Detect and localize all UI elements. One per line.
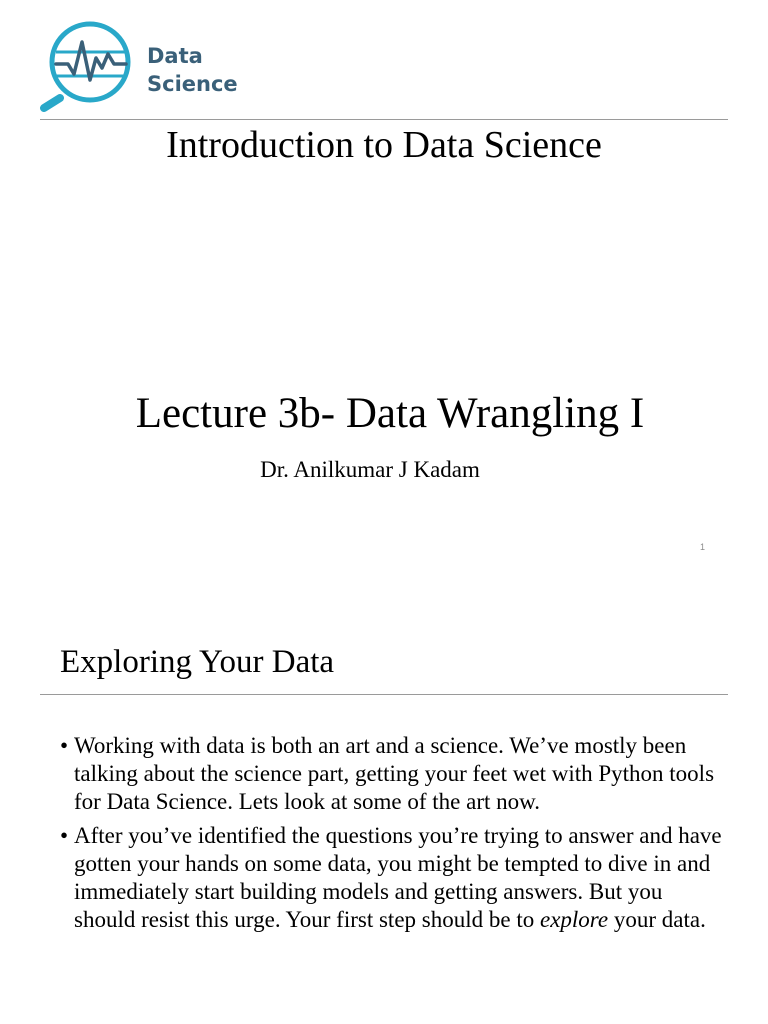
author-name: Dr. Anilkumar J Kadam [260, 457, 480, 482]
logo-line-2: Science [147, 72, 238, 96]
section-title: Exploring Your Data [60, 644, 335, 680]
bullet-text-end: your data. [608, 907, 706, 932]
magnifier-heartbeat-icon [38, 18, 138, 112]
header-divider [40, 119, 728, 120]
logo-line-1: Data [147, 44, 203, 68]
section-divider [40, 694, 728, 695]
page-number: 1 [700, 542, 706, 552]
bullet-list [60, 732, 728, 940]
bullet-text: Working with data is both an art and a science. We’ve mostly been talking about the science part, getting your feet wet with Python tools for Data Science. Lets look at some of the art now. [74, 733, 715, 814]
bullet-marker: • [60, 733, 69, 758]
bullet-text-start: After you’ve identified the questions you’re trying to answer and have gotten your hands on some data, you might be tempted to dive in and immediately start building models and getting answers. But you should resist this urge. Your first step should be to [74, 823, 722, 932]
bullet-item [60, 732, 728, 816]
data-science-logo [38, 18, 238, 112]
logo-wordmark [147, 42, 238, 98]
course-title: Introduction to Data Science [166, 124, 602, 166]
bullet-item [60, 822, 728, 934]
lecture-title: Lecture 3b- Data Wrangling I [135, 390, 645, 437]
bullet-marker: • [60, 823, 69, 848]
bullet-text-emphasis: explore [539, 907, 609, 932]
